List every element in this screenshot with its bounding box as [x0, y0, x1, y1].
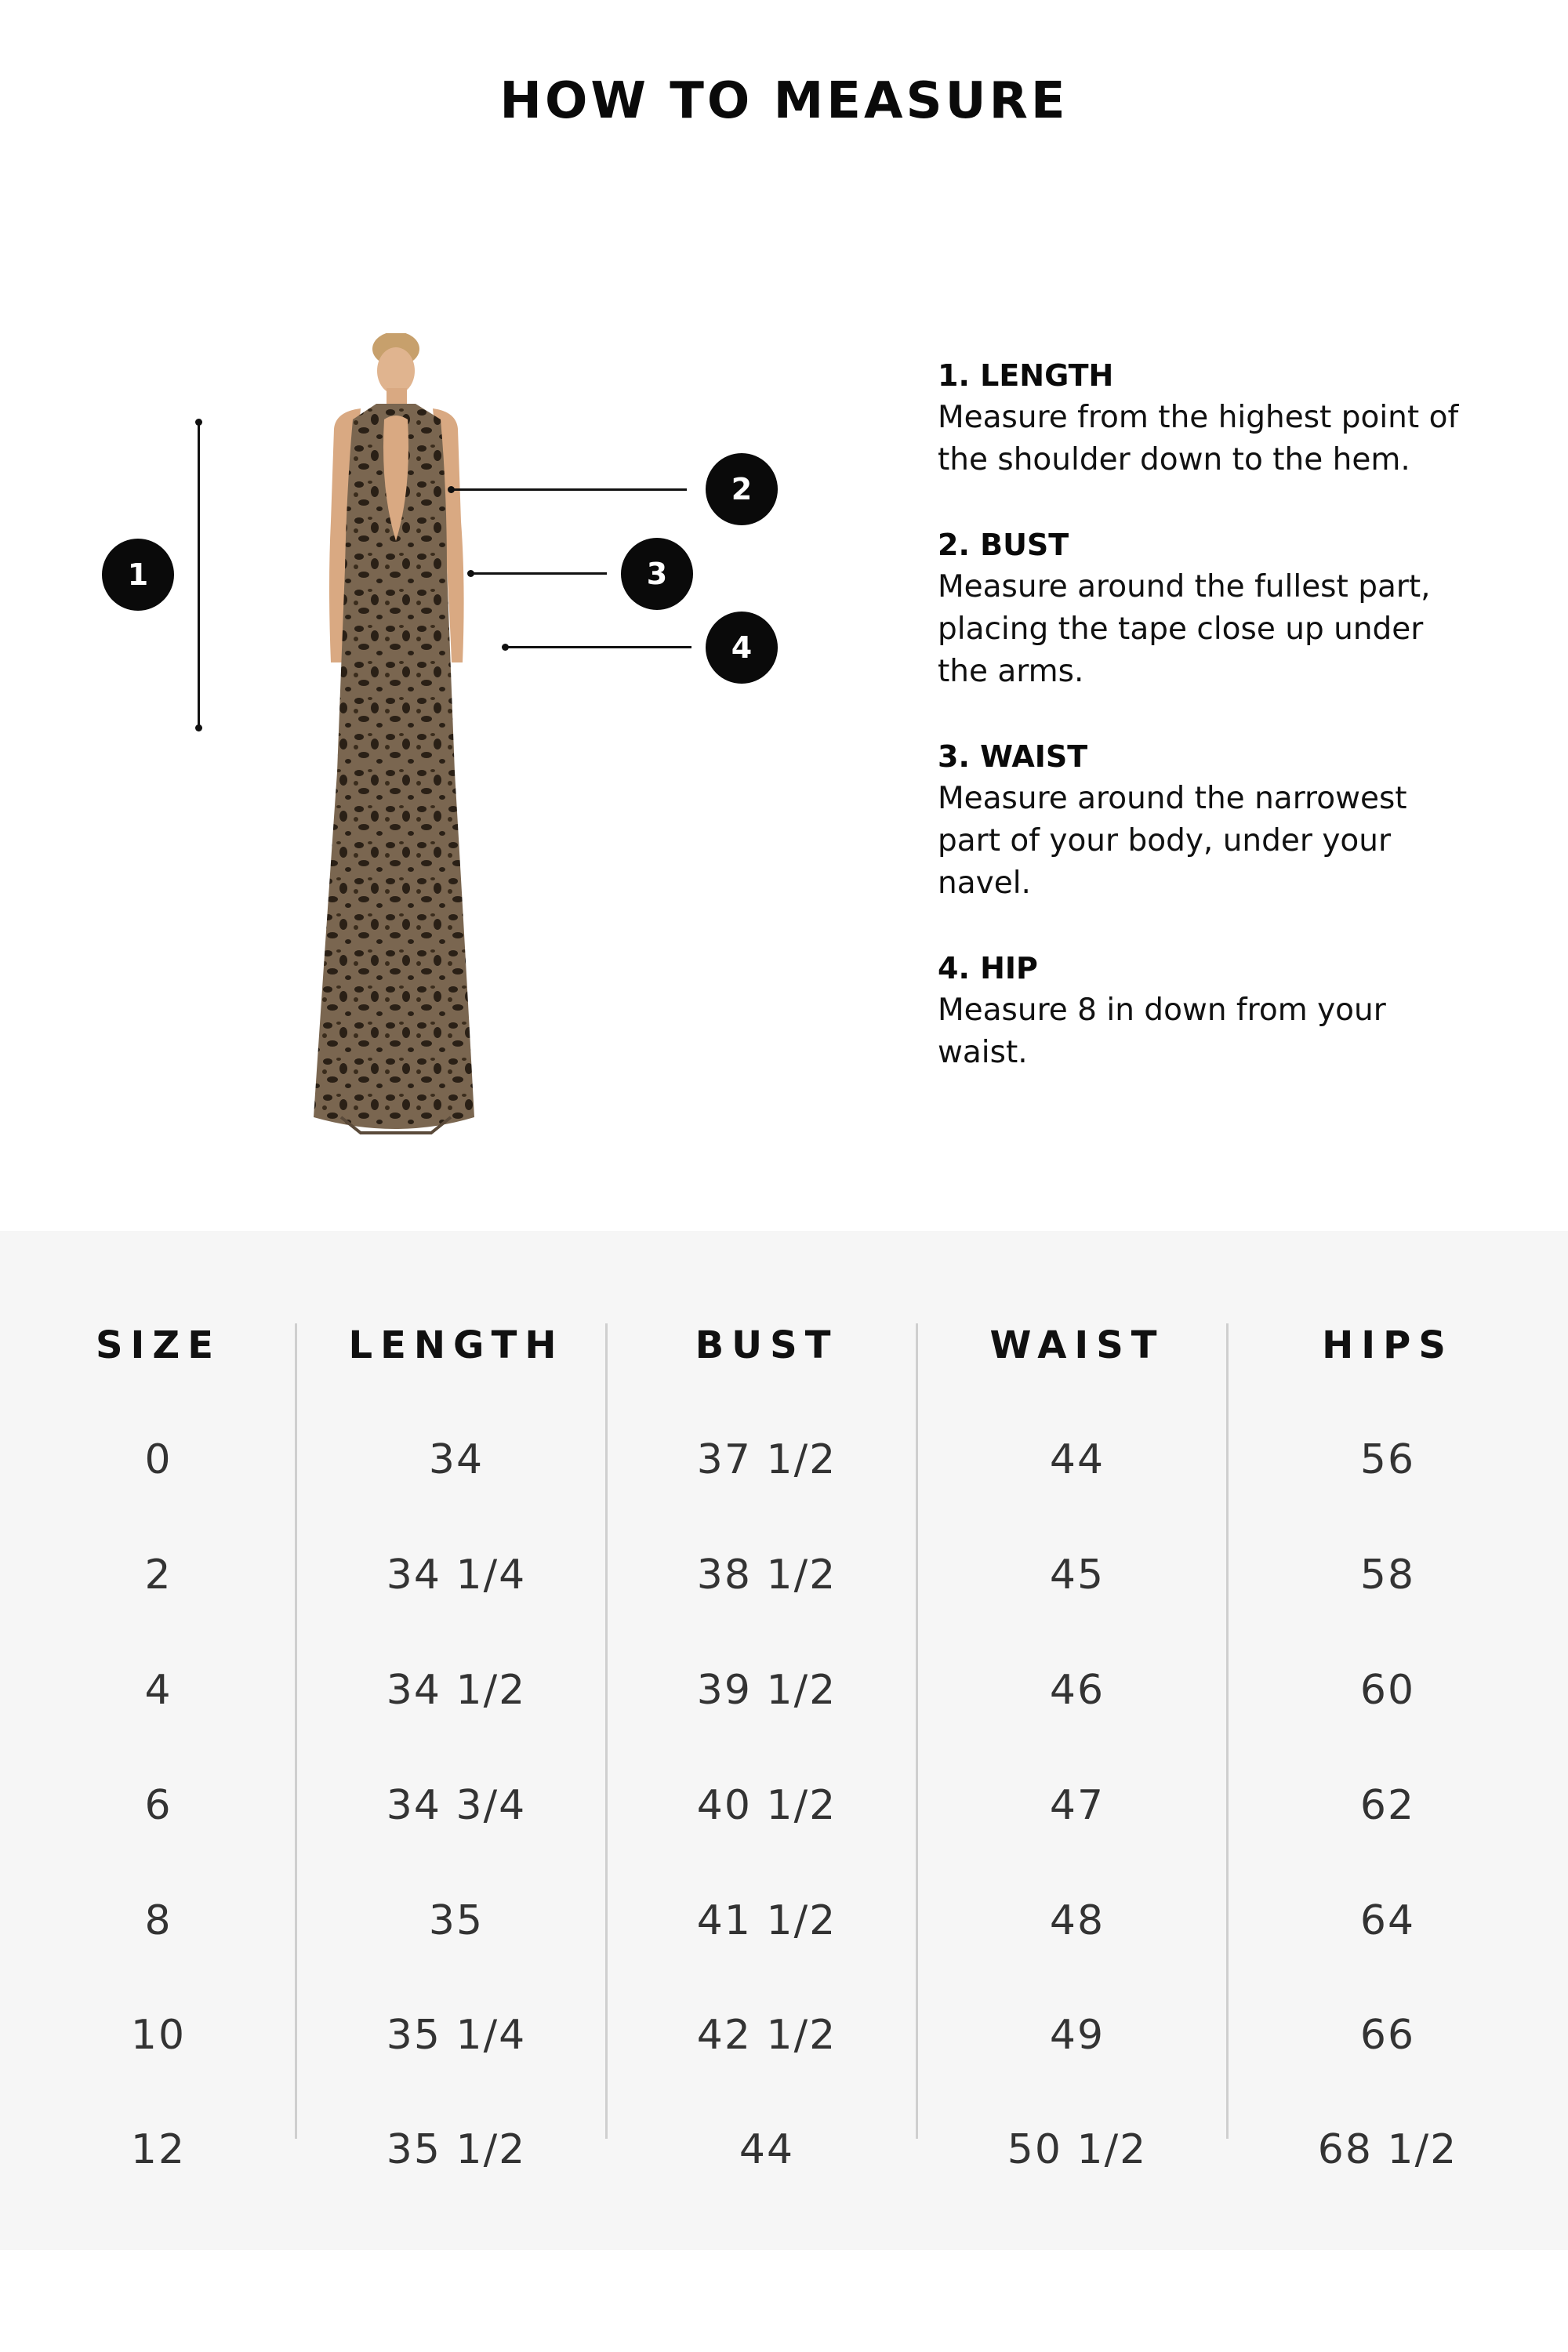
badge-bust: 2 — [706, 453, 778, 525]
table-cell: 10 — [130, 2012, 187, 2059]
badge-length: 1 — [102, 539, 174, 611]
table-cell: 66 — [1359, 2012, 1416, 2059]
length-indicator-line — [198, 422, 200, 728]
table-cell: 56 — [1359, 1436, 1416, 1483]
column-header: SIZE — [95, 1323, 222, 1367]
table-cell: 44 — [1049, 1436, 1105, 1483]
instruction-text: Measure from the highest point of the shoulder down to the hem. — [938, 400, 1459, 477]
hip-indicator-line — [503, 646, 691, 648]
column-hips — [1232, 1231, 1543, 2250]
table-cell: 46 — [1049, 1667, 1105, 1714]
table-cell: 49 — [1049, 2012, 1105, 2059]
instruction-heading: 3. WAIST — [938, 739, 1088, 774]
table-cell: 48 — [1049, 1897, 1105, 1944]
column-divider — [916, 1323, 918, 2139]
table-cell: 38 1/2 — [696, 1552, 837, 1599]
table-cell: 40 1/2 — [696, 1782, 837, 1829]
column-header: WAIST — [989, 1323, 1165, 1367]
table-cell: 0 — [144, 1436, 172, 1483]
table-cell: 8 — [144, 1897, 172, 1944]
column-divider — [605, 1323, 608, 2139]
bust-indicator-line — [448, 488, 687, 491]
instruction-heading: 1. LENGTH — [938, 358, 1114, 393]
table-cell: 34 — [428, 1436, 485, 1483]
instruction-text: Measure 8 in down from your waist. — [938, 993, 1386, 1070]
instruction-waist — [938, 735, 1471, 905]
instruction-length — [938, 354, 1471, 481]
table-cell: 60 — [1359, 1667, 1416, 1714]
instruction-heading: 2. BUST — [938, 528, 1069, 562]
bust-line-start-dot — [448, 486, 455, 493]
column-header: LENGTH — [348, 1323, 564, 1367]
measurement-figure — [0, 314, 862, 1160]
table-cell: 44 — [739, 2126, 795, 2173]
table-cell: 47 — [1049, 1782, 1105, 1829]
table-cell: 34 1/2 — [386, 1667, 527, 1714]
page-title: HOW TO MEASURE — [499, 72, 1069, 130]
column-header: BUST — [695, 1323, 839, 1367]
table-cell: 39 1/2 — [696, 1667, 837, 1714]
column-length — [301, 1231, 612, 2250]
instruction-hip — [938, 947, 1471, 1074]
table-cell: 35 1/2 — [386, 2126, 527, 2173]
column-divider — [295, 1323, 297, 2139]
hip-line-start-dot — [502, 644, 509, 651]
column-waist — [922, 1231, 1232, 2250]
length-line-bottom-dot — [195, 724, 202, 731]
table-cell: 45 — [1049, 1552, 1105, 1599]
table-cell: 6 — [144, 1782, 172, 1829]
table-cell: 34 1/4 — [386, 1552, 527, 1599]
table-cell: 35 1/4 — [386, 2012, 527, 2059]
badge-hip: 4 — [706, 612, 778, 684]
instruction-bust — [938, 524, 1471, 693]
waist-indicator-line — [469, 572, 607, 575]
table-cell: 4 — [144, 1667, 172, 1714]
column-size — [3, 1231, 314, 2250]
table-cell: 62 — [1359, 1782, 1416, 1829]
table-cell: 12 — [130, 2126, 187, 2173]
table-cell: 68 1/2 — [1317, 2126, 1458, 2173]
column-bust — [612, 1231, 922, 2250]
table-cell: 41 1/2 — [696, 1897, 837, 1944]
instruction-text: Measure around the fullest part, placing the tape close up under the arms. — [938, 569, 1431, 689]
table-cell: 37 1/2 — [696, 1436, 837, 1483]
measuring-instructions — [938, 354, 1471, 1116]
table-cell: 35 — [428, 1897, 485, 1944]
waist-line-start-dot — [467, 570, 474, 577]
badge-waist: 3 — [621, 538, 693, 610]
table-cell: 64 — [1359, 1897, 1416, 1944]
column-divider — [1226, 1323, 1229, 2139]
table-cell: 34 3/4 — [386, 1782, 527, 1829]
length-line-top-dot — [195, 419, 202, 426]
table-cell: 58 — [1359, 1552, 1416, 1599]
model-dress-image — [259, 333, 525, 1141]
column-header: HIPS — [1322, 1323, 1454, 1367]
instruction-text: Measure around the narrowest part of your body, under your navel. — [938, 781, 1407, 901]
table-cell: 50 1/2 — [1007, 2126, 1148, 2173]
size-chart-table — [0, 1231, 1568, 2250]
table-cell: 42 1/2 — [696, 2012, 837, 2059]
table-cell: 2 — [144, 1552, 172, 1599]
instruction-heading: 4. HIP — [938, 951, 1038, 985]
